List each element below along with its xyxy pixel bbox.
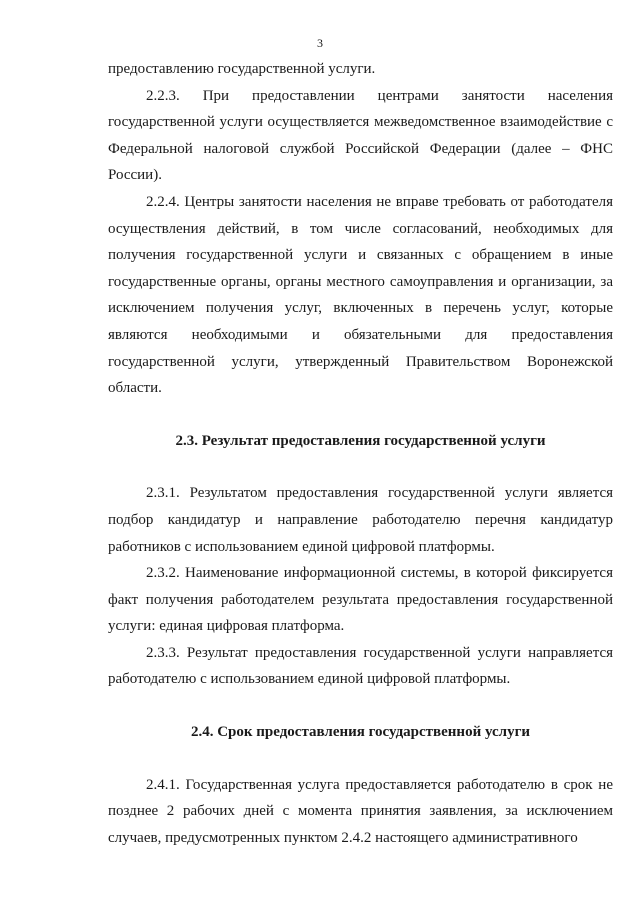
spacer — [108, 454, 613, 480]
paragraph-2-3-3: 2.3.3. Результат предоставления государственной услуги направляется работодателю с использованием единой цифровой платформы. — [108, 644, 613, 688]
spacer — [108, 746, 613, 772]
paragraph-2-2-3: 2.2.3. При предоставлении центрами занятости населения государственной услуги осуществляется межведомственное взаимодействие с Федеральной налоговой службой Российской Федерации (далее – ФНС России). — [108, 87, 613, 184]
paragraph-2-4-1: 2.4.1. Государственная услуга предоставляется работодателю в срок не позднее 2 рабочих дней с момента принятия заявления, за исключением случаев, предусмотренных пунктом 2.4.2 настоящего административного — [108, 776, 613, 846]
section-heading-2-4: 2.4. Срок предоставления государственной услуги — [190, 724, 531, 741]
paragraph-2-2-4: 2.2.4. Центры занятости населения не вправе требовать от работодателя осуществления действий, в том числе согласований, необходимых для получения государственной услуги и связанных с обращением в иные государственные органы, органы местного самоуправления и организации, за исключением получения услуг, включенных в перечень услуг, которые являются необходимыми и обязательными для предоставления государственной услуги, утвержденный Правительством Воронежской области. — [108, 193, 613, 397]
paragraph-continuation: предоставлению государственной услуги. — [108, 61, 376, 77]
page-number: 3 — [317, 36, 323, 50]
paragraph-2-3-2: 2.3.2. Наименование информационной системы, в которой фиксируется факт получения работодателем результата предоставления государственной услуги: единая цифровая платформа. — [108, 565, 613, 635]
spacer — [108, 693, 613, 719]
section-heading-2-3: 2.3. Результат предоставления государственной услуги — [175, 432, 546, 449]
paragraph-2-3-1: 2.3.1. Результатом предоставления государственной услуги является подбор кандидатур и направление работодателю перечня кандидатур работников с использованием единой цифровой платформы. — [108, 485, 613, 555]
spacer — [108, 402, 613, 428]
document-body — [108, 56, 613, 851]
